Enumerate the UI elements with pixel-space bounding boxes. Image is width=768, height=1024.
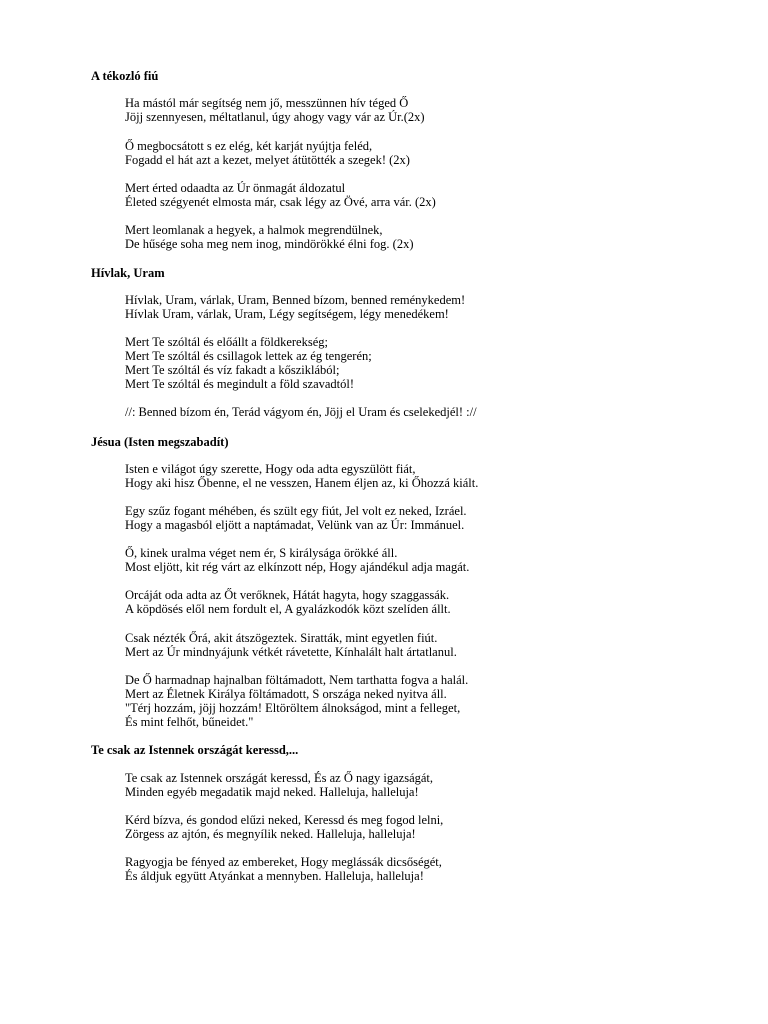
stanza	[125, 139, 410, 167]
lyric-line: "Térj hozzám, jöjj hozzám! Eltöröltem álnokságod, mint a felleget,	[125, 701, 461, 715]
lyric-line: Mert Te szóltál és előállt a földkerekség;	[125, 335, 328, 349]
lyric-line: Mert érted odaadta az Úr önmagát áldozatul	[125, 181, 346, 195]
lyric-line: Ő megbocsátott s ez elég, két karját nyújtja feléd,	[125, 139, 373, 153]
lyric-line: Fogadd el hát azt a kezet, melyet átütötték a szegek! (2x)	[125, 153, 410, 167]
lyric-line: Ő, kinek uralma véget nem ér, S királysága örökké áll.	[125, 546, 398, 560]
lyric-line: Hívlak, Uram, várlak, Uram, Benned bízom, benned reménykedem!	[125, 293, 466, 307]
lyric-line: Most eljött, kit rég várt az elkínzott nép, Hogy ajándékul adja magát.	[125, 560, 470, 574]
lyric-line: Mert az Életnek Királya föltámadott, S országa neked nyitva áll.	[125, 687, 447, 701]
lyric-line: Zörgess az ajtón, és megnyílik neked. Halleluja, halleluja!	[125, 827, 416, 841]
lyric-line: Mert leomlanak a hegyek, a halmok megrendülnek,	[125, 223, 383, 237]
stanza	[125, 631, 457, 659]
song-title: Jésua (Isten megszabadít)	[91, 435, 229, 449]
stanza	[125, 771, 433, 799]
lyric-line: Isten e világot úgy szerette, Hogy oda adta egyszülött fiát,	[125, 462, 416, 476]
lyric-line: Minden egyéb megadatik majd neked. Halleluja, halleluja!	[125, 785, 419, 799]
lyric-line: És áldjuk együtt Atyánkat a mennyben. Halleluja, halleluja!	[125, 869, 424, 883]
stanza	[125, 588, 451, 616]
lyric-line: Csak nézték Őrá, akit átszögeztek. Siratták, mint egyetlen fiút.	[125, 631, 438, 645]
lyric-line: De hűsége soha meg nem inog, mindörökké élni fog. (2x)	[125, 237, 414, 251]
lyric-line: Mert Te szóltál és víz fakadt a kősziklából;	[125, 363, 340, 377]
lyric-line: Orcáját oda adta az Őt verőknek, Hátát hagyta, hogy szaggassák.	[125, 588, 450, 602]
lyric-line: //: Benned bízom én, Terád vágyom én, Jöjj el Uram és cselekedjél! ://	[125, 405, 477, 419]
song-title: A tékozló fiú	[91, 69, 159, 83]
stanza	[125, 504, 467, 532]
stanza	[125, 462, 478, 490]
stanza	[125, 855, 442, 883]
lyric-line: Mert Te szóltál és megindult a föld szavadtól!	[125, 377, 355, 391]
song-title: Te csak az Istennek országát keressd,...	[91, 743, 299, 757]
lyric-line: Mert az Úr mindnyájunk vétkét rávetette, Kínhalált halt ártatlanul.	[125, 645, 457, 659]
lyric-line: És mint felhőt, bűneidet."	[125, 715, 254, 729]
lyric-line: Kérd bízva, és gondod elűzi neked, Keressd és meg fogod lelni,	[125, 813, 444, 827]
lyric-line: Jöjj szennyesen, méltatlanul, úgy ahogy vagy vár az Úr.(2x)	[125, 110, 425, 124]
stanza	[125, 335, 372, 391]
stanza	[125, 813, 443, 841]
lyric-line: Mert Te szóltál és csillagok lettek az ég tengerén;	[125, 349, 372, 363]
stanza	[125, 293, 465, 321]
stanza	[125, 223, 413, 251]
lyric-line: De Ő harmadnap hajnalban föltámadott, Nem tarthatta fogva a halál.	[125, 673, 469, 687]
lyric-line: Hogy a magasból eljött a naptámadat, Velünk van az Úr: Immánuel.	[125, 518, 465, 532]
stanza	[125, 96, 425, 124]
stanza	[125, 181, 436, 209]
lyric-line: Hívlak Uram, várlak, Uram, Légy segítségem, légy menedékem!	[125, 307, 449, 321]
lyric-line: Te csak az Istennek országát keressd, És az Ő nagy igazságát,	[125, 771, 434, 785]
lyric-line: Hogy aki hisz Őbenne, el ne vesszen, Hanem éljen az, ki Őhozzá kiált.	[125, 476, 479, 490]
stanza	[125, 405, 477, 419]
lyric-line: Ragyogja be fényed az embereket, Hogy meglássák dicsőségét,	[125, 855, 442, 869]
lyric-line: A köpdösés elől nem fordult el, A gyalázkodók közt szelíden állt.	[125, 602, 451, 616]
lyric-line: Életed szégyenét elmosta már, csak légy az Övé, arra vár. (2x)	[125, 195, 436, 209]
song-title: Hívlak, Uram	[91, 266, 165, 280]
lyric-line: Egy szűz fogant méhében, és szült egy fiút, Jel volt ez neked, Izráel.	[125, 504, 467, 518]
lyric-line: Ha mástól már segítség nem jő, messzünnen hív téged Ő	[125, 96, 409, 110]
stanza	[125, 673, 468, 729]
stanza	[125, 546, 469, 574]
